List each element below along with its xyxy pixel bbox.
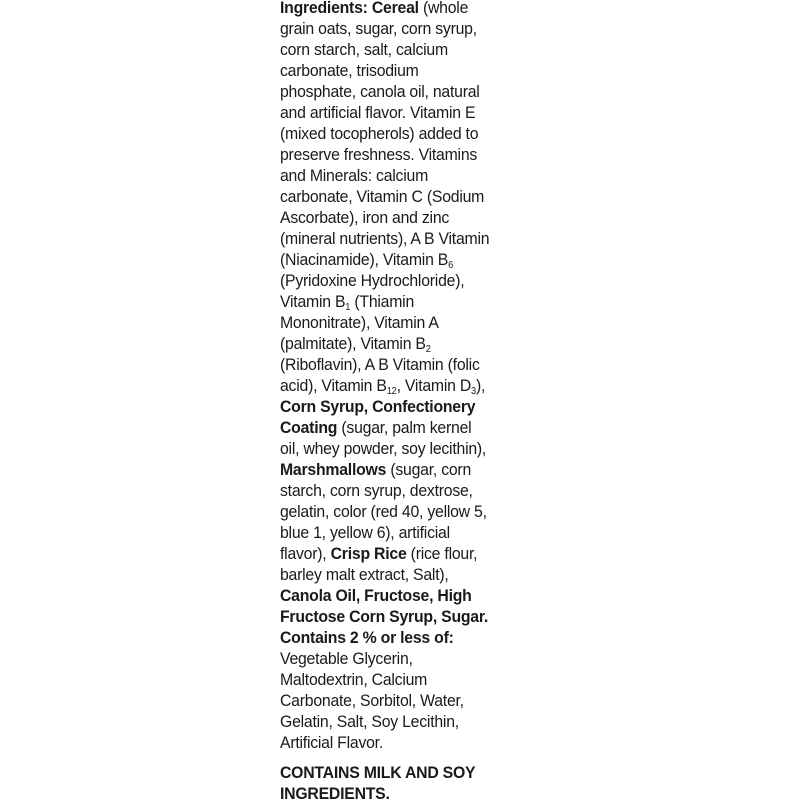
ingredients-heading: Ingredients: Cereal [280,0,419,17]
allergen-statement: CONTAINS MILK AND SOY INGREDIENTS. [280,763,476,803]
ingredients-panel [280,0,513,804]
ingredients-list: Ingredients: Cereal (whole grain oats, sugar, corn syrup, corn starch, salt, calcium carbonate, trisodium phosphate, canola oil, natural and artificial flavor. Vitamin E (mixed tocopherols) added to preserve freshness. Vitamins and Minerals: calcium carbonate, Vitamin C (Sodium Ascorbate), iron and zinc (mineral nutrients), A B Vitamin (Niacinamide), Vitamin $B_6$ (Pyridoxine Hydrochloride), Vitamin $B_1$ (Thiamin Mononitrate), Vitamin A (palmitate), Vitamin $B_2$ (Riboflavin), A B Vitamin (folic acid), Vitamin $B_{12}$, Vitamin $D_3$), Corn Syrup, Confectionery Coating (sugar, palm kernel oil, whey powder, soy lecithin), Marshmallows (sugar, corn starch, corn syrup, dextrose, gelatin, color (red 40, yellow 5, blue 1, yellow 6), artificial flavor), Crisp Rice (rice flour, barley malt extract, Salt), Canola Oil, Fructose, High Fructose Corn Syrup, Sugar. Contains 2 % or less of: Vegetable Glycerin, Maltodextrin, Calcium Carbonate, Sorbitol, Water, Gelatin, Salt, Soy Lecithin, Artificial Flavor. [280,0,490,752]
